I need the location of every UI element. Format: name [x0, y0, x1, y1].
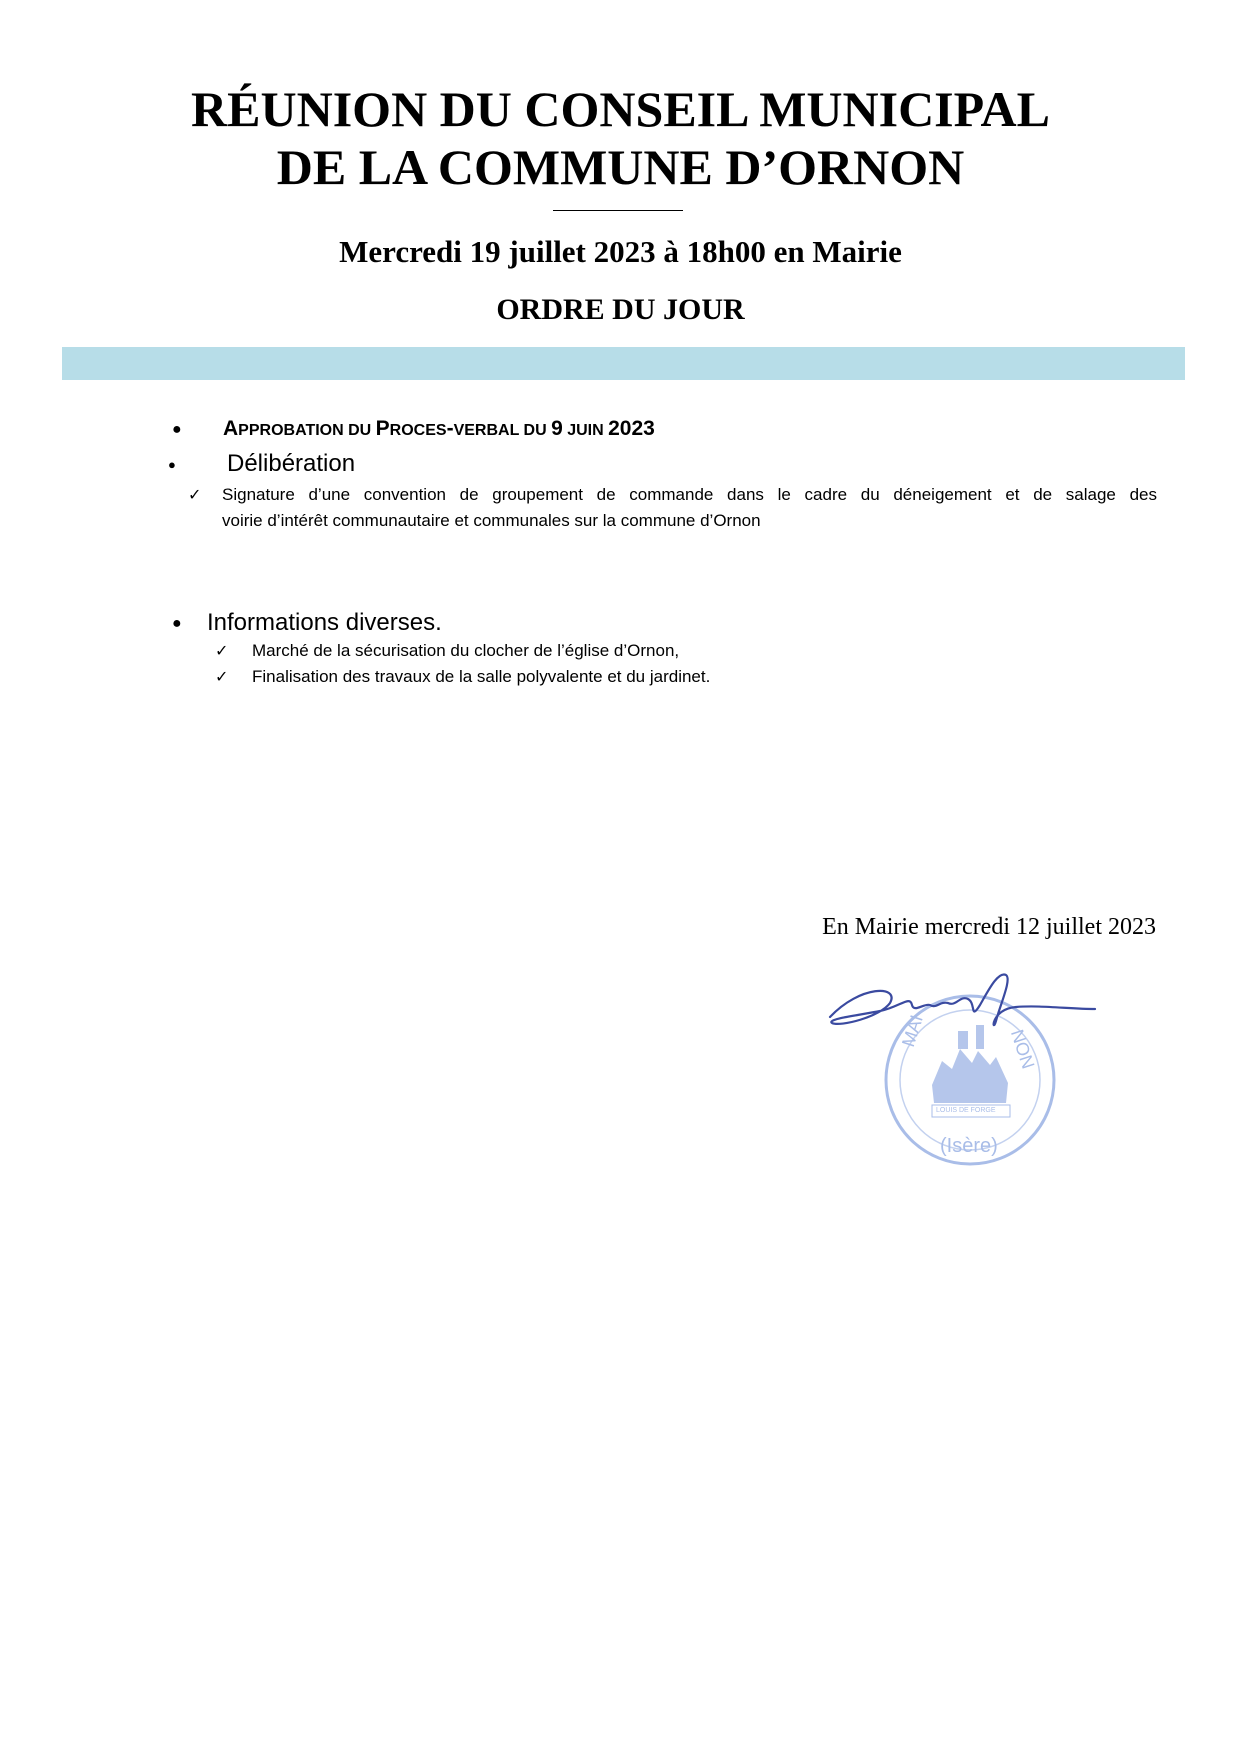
section-band	[62, 347, 1185, 380]
title-line-1: RÉUNION DU CONSEIL MUNICIPAL	[191, 81, 1050, 137]
deliberation-subitem-line-1: Signature d’une convention de groupement de commande dans le cadre du déneigement et de salage des	[222, 485, 1157, 504]
stamp-text-left: MAI	[898, 1012, 927, 1050]
bullet-icon: ●	[172, 615, 182, 632]
bullet-icon: ●	[172, 421, 182, 438]
informations-subitem-2: Finalisation des travaux de la salle polyvalente et du jardinet.	[252, 667, 711, 686]
stamp-text-bottom: (Isère)	[940, 1135, 998, 1157]
title-underline	[553, 210, 683, 211]
informations-subitem-1: Marché de la sécurisation du clocher de l’église d’Ornon,	[252, 641, 680, 660]
approval-text-part: 9	[551, 417, 563, 440]
stamp-text-right: NON	[1006, 1027, 1039, 1072]
agenda-item-deliberation: Délibération	[227, 450, 356, 477]
approval-text-part: -	[446, 417, 454, 440]
checkmark-icon: ✓	[215, 641, 229, 660]
approval-text-part: A	[223, 417, 239, 440]
title-line-2: DE LA COMMUNE D’ORNON	[276, 139, 965, 195]
page-title-text	[0, 80, 1241, 196]
meeting-date: Mercredi 19 juillet 2023 à 18h00 en Mairie	[339, 234, 902, 269]
closing-place-date: En Mairie mercredi 12 juillet 2023	[822, 914, 1156, 940]
approval-text-part: JUIN	[562, 422, 609, 439]
approval-text-part: 2023	[608, 417, 655, 440]
deliberation-subitem-line-2: voirie d’intérêt communautaire et communales sur la commune d’Ornon	[222, 511, 761, 530]
bullet-icon: ●	[168, 457, 176, 472]
agenda-item-informations: Informations diverses.	[207, 609, 442, 636]
checkmark-icon: ✓	[215, 667, 229, 686]
checkmark-icon: ✓	[188, 485, 202, 504]
agenda-item-approval	[223, 416, 655, 444]
approval-text-part: PPROBATION DU	[238, 422, 376, 439]
approval-text-part: P	[375, 417, 390, 440]
stamp-banner: LOUIS DE FORGE	[936, 1107, 996, 1114]
approval-text-part: VERBAL DU	[453, 422, 552, 439]
approval-text-part: ROCES	[389, 422, 447, 439]
agenda-heading: ORDRE DU JOUR	[496, 293, 745, 326]
signature-and-stamp	[820, 965, 1110, 1175]
